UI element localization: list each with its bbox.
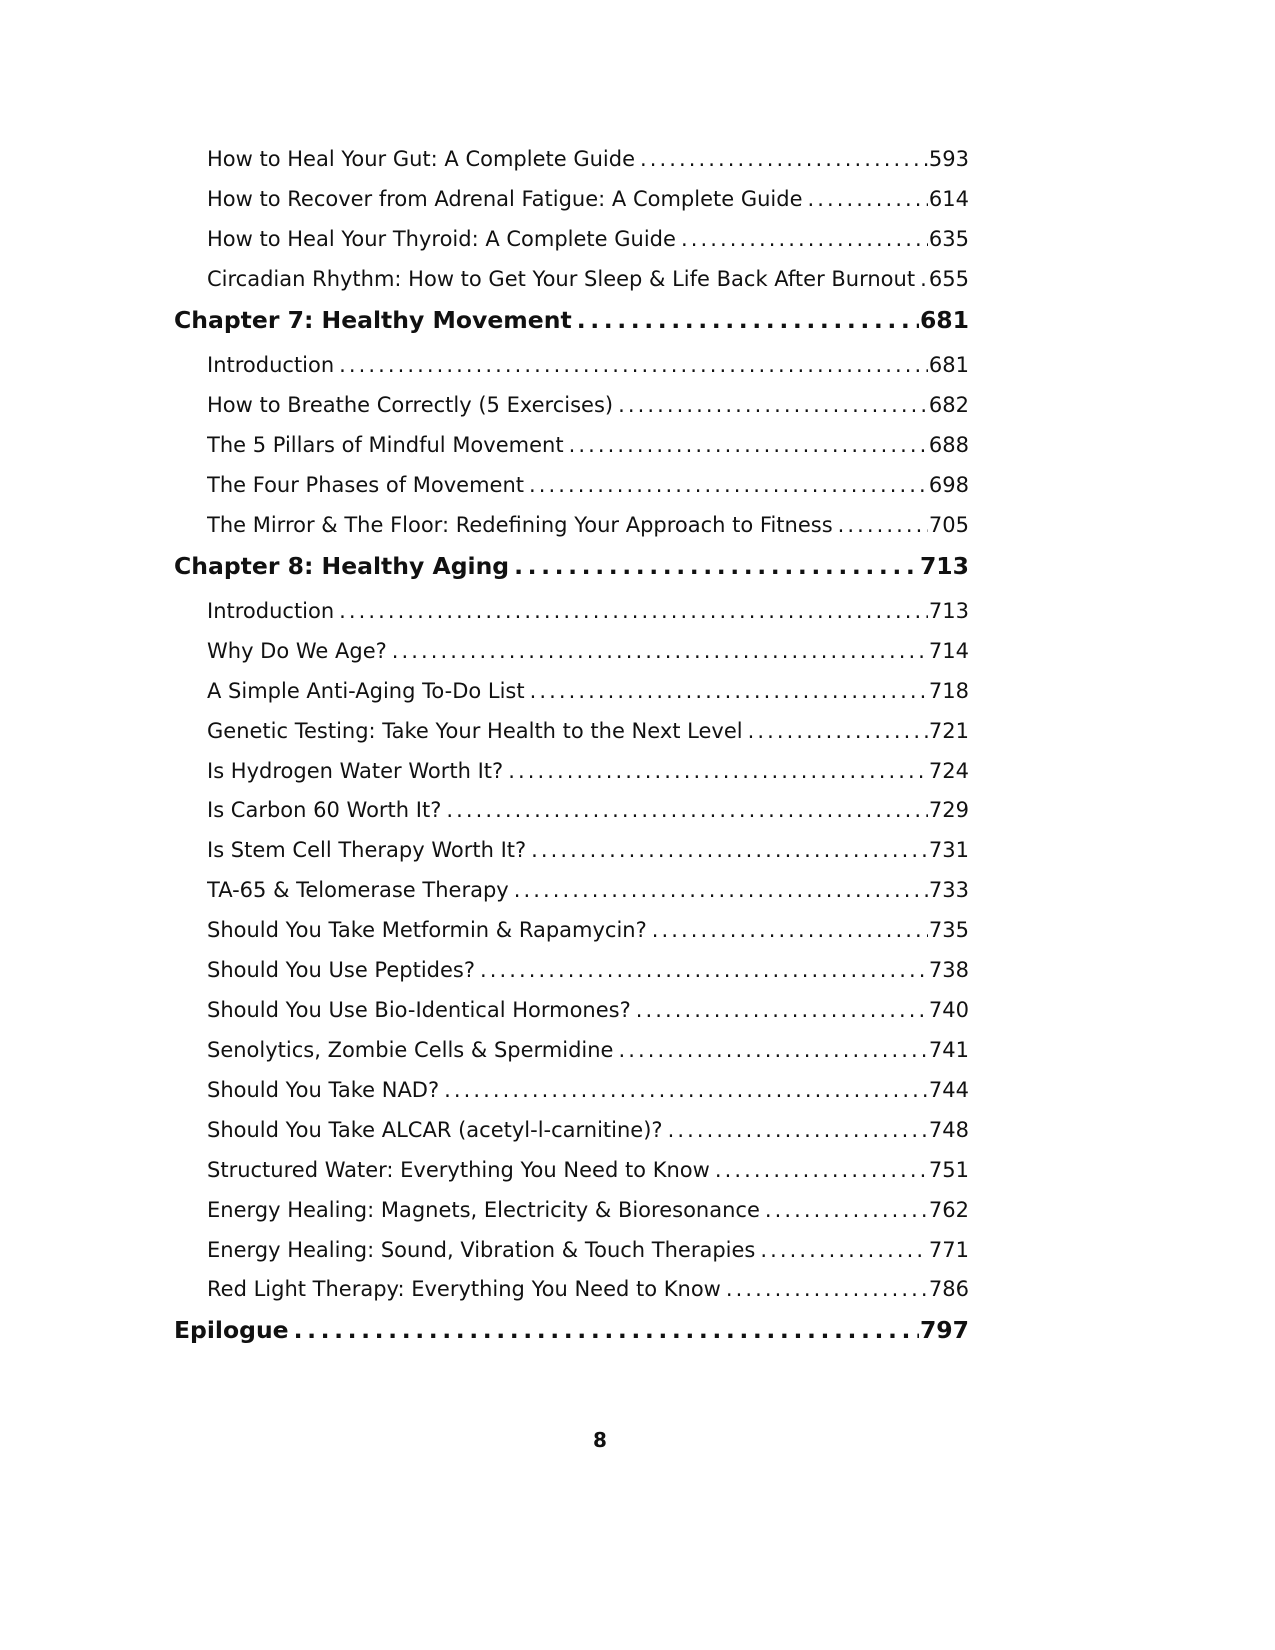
toc-entry-page: 724 [928,759,969,783]
toc-entry-page: 698 [928,473,969,497]
dot-leader [444,1075,928,1105]
dot-leader [920,264,928,294]
toc-entry-page: 681 [928,353,969,377]
toc-entry-title: Should You Take Metformin & Rapamycin? [207,918,647,942]
toc-entry[interactable] [207,875,969,905]
toc-entry[interactable] [207,1115,969,1145]
toc-chapter-7[interactable] [174,303,969,337]
toc-entry[interactable] [207,1274,969,1304]
toc-entry[interactable] [207,264,969,294]
dot-leader [726,1274,928,1304]
toc-entry[interactable] [207,350,969,380]
toc-epilogue[interactable] [174,1313,969,1347]
dot-leader [808,184,928,214]
toc-entry-title: Should You Use Peptides? [207,958,475,982]
dot-leader [514,549,919,583]
toc-entry[interactable] [207,1155,969,1185]
toc-chapter-8[interactable] [174,549,969,583]
toc-entry[interactable] [207,430,969,460]
toc-entry-title: How to Breathe Correctly (5 Exercises) [207,393,614,417]
toc-entry-title: A Simple Anti-Aging To-Do List [207,679,525,703]
dot-leader [668,1115,928,1145]
toc-entry-page: 731 [928,838,969,862]
toc-entry-title: Genetic Testing: Take Your Health to the Next Level [207,719,743,743]
dot-leader [640,144,928,174]
toc-entry-page: 718 [928,679,969,703]
toc-chapter-title: Chapter 7: Healthy Movement [174,306,572,334]
toc-entry-page: 748 [928,1118,969,1142]
toc-entry[interactable] [207,184,969,214]
toc-entry-page: 713 [928,599,969,623]
toc-entry-title: The 5 Pillars of Mindful Movement [207,433,564,457]
toc-entry-page: 786 [928,1277,969,1301]
toc-entry-page: 733 [928,878,969,902]
toc-entry-title: Should You Take NAD? [207,1078,440,1102]
page-number: 8 [593,1428,607,1452]
dot-leader [715,1155,928,1185]
toc-entry-title: Energy Healing: Sound, Vibration & Touch Therapies [207,1238,756,1262]
toc-entry-page: 729 [928,798,969,822]
toc-entry[interactable] [207,1075,969,1105]
toc-chapter-page: 681 [919,306,969,334]
toc-entry-title: Red Light Therapy: Everything You Need to Know [207,1277,721,1301]
toc-entry[interactable] [207,390,969,420]
dot-leader [480,955,928,985]
toc-entry-page: 762 [928,1198,969,1222]
toc-entry-page: 721 [928,719,969,743]
dot-leader [765,1195,928,1225]
toc-entry[interactable] [207,510,969,540]
dot-leader [636,995,928,1025]
toc-entry-title: Why Do We Age? [207,639,387,663]
toc-entry[interactable] [207,596,969,626]
dot-leader [748,716,928,746]
toc-entry-page: 614 [928,187,969,211]
dot-leader [339,596,928,626]
dot-leader [618,390,928,420]
toc-entry-title: TA-65 & Telomerase Therapy [207,878,509,902]
toc-chapter-page: 797 [919,1316,969,1344]
dot-leader [577,303,919,337]
toc-entry-title: Should You Take ALCAR (acetyl-l-carnitine)? [207,1118,663,1142]
toc-entry-page: 771 [928,1238,969,1262]
toc-entry[interactable] [207,470,969,500]
toc-entry[interactable] [207,795,969,825]
toc-entry[interactable] [207,995,969,1025]
toc-entry[interactable] [207,1195,969,1225]
toc-entry-page: 744 [928,1078,969,1102]
toc-entry-title: How to Heal Your Gut: A Complete Guide [207,147,635,171]
toc-entry-title: How to Recover from Adrenal Fatigue: A Complete Guide [207,187,803,211]
toc-entry-page: 635 [928,227,969,251]
dot-leader [446,795,928,825]
toc-entry[interactable] [207,955,969,985]
toc-chapter-title: Chapter 8: Healthy Aging [174,552,510,580]
dot-leader [339,350,928,380]
toc-entry-page: 593 [928,147,969,171]
toc-entry[interactable] [207,915,969,945]
toc-entry-title: Is Hydrogen Water Worth It? [207,759,504,783]
dot-leader [760,1235,928,1265]
dot-leader [530,676,928,706]
dot-leader [529,470,928,500]
toc-entry-page: 751 [928,1158,969,1182]
toc-entry[interactable] [207,835,969,865]
dot-leader [569,430,928,460]
toc-entry-page: 682 [928,393,969,417]
toc-chapter-page: 713 [919,552,969,580]
toc-entry-page: 740 [928,998,969,1022]
toc-entry-title: Is Stem Cell Therapy Worth It? [207,838,527,862]
toc-entry[interactable] [207,756,969,786]
toc-entry-title: Senolytics, Zombie Cells & Spermidine [207,1038,614,1062]
dot-leader [618,1035,927,1065]
toc-entry[interactable] [207,144,969,174]
toc-entry-page: 705 [928,513,969,537]
toc-entry-page: 738 [928,958,969,982]
toc-entry[interactable] [207,716,969,746]
toc-entry[interactable] [207,224,969,254]
dot-leader [508,756,928,786]
toc-chapter-title: Epilogue [174,1316,289,1344]
toc-entry[interactable] [207,1235,969,1265]
toc-entry-title: Energy Healing: Magnets, Electricity & Bioresonance [207,1198,760,1222]
toc-entry-page: 741 [928,1038,969,1062]
dot-leader [392,636,928,666]
toc-entry-title: Circadian Rhythm: How to Get Your Sleep & Life Back After Burnout [207,267,916,291]
toc-entry-page: 655 [928,267,969,291]
toc-entry-title: The Four Phases of Movement [207,473,524,497]
toc-entry-title: Introduction [207,599,335,623]
toc-entry-page: 688 [928,433,969,457]
dot-leader [514,875,928,905]
toc-entry-title: Introduction [207,353,335,377]
toc-entry-title: How to Heal Your Thyroid: A Complete Guide [207,227,676,251]
toc-entry[interactable] [207,1035,969,1065]
dot-leader [652,915,928,945]
toc-entry[interactable] [207,636,969,666]
dot-leader [681,224,928,254]
toc-entry-page: 714 [928,639,969,663]
toc-entry-title: The Mirror & The Floor: Redefining Your Approach to Fitness [207,513,833,537]
dot-leader [838,510,928,540]
dot-leader [294,1313,919,1347]
toc-entry-page: 735 [928,918,969,942]
toc-entry-title: Structured Water: Everything You Need to Know [207,1158,710,1182]
toc-entry[interactable] [207,676,969,706]
toc-entry-title: Should You Use Bio-Identical Hormones? [207,998,631,1022]
dot-leader [531,835,928,865]
toc-entry-title: Is Carbon 60 Worth It? [207,798,442,822]
